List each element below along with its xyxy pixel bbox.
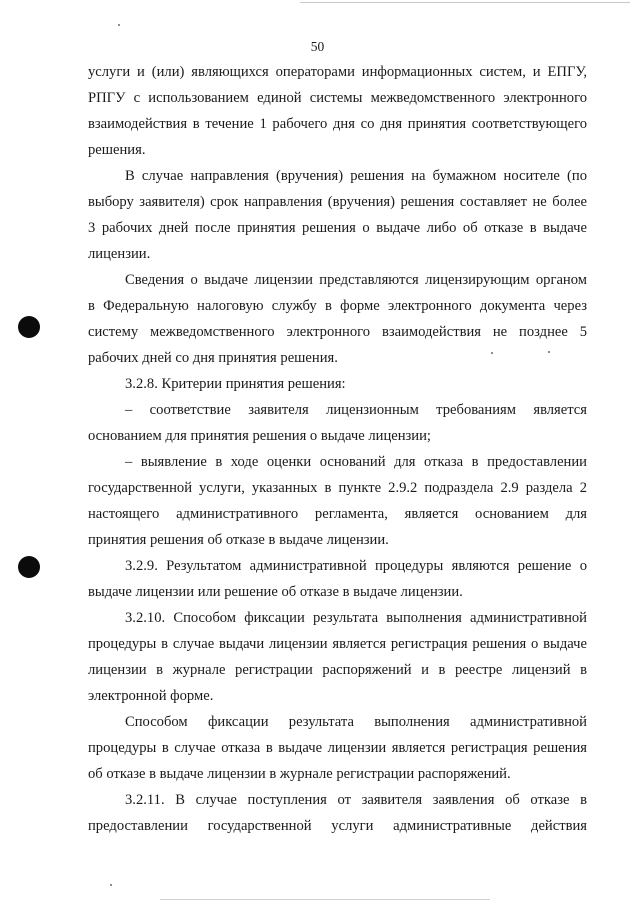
text-line: основанием для принятия решения о выдаче лицензии; <box>88 428 431 444</box>
body-text <box>88 59 587 839</box>
text-line: 3.2.8. Критерии принятия решения: <box>125 376 346 392</box>
text-line: рабочих дней со дня принятия решения. <box>88 350 338 366</box>
text-line: государственной услуги, указанных в пункте 2.9.2 подраздела 2.9 раздела 2 <box>88 480 587 496</box>
text-line: об отказе в выдаче лицензии в журнале регистрации распоряжений. <box>88 766 511 782</box>
text-line: настоящего административного регламента, является основанием для <box>88 506 587 522</box>
text-line: Сведения о выдаче лицензии представляются лицензирующим органом <box>125 272 587 288</box>
text-line: решения. <box>88 142 146 158</box>
text-line: лицензии. <box>88 246 151 262</box>
text-line: процедуры в случае выдачи лицензии является регистрация решения о выдаче <box>88 636 587 652</box>
text-line: 3.2.9. Результатом административной процедуры являются решение о <box>125 558 587 574</box>
text-line: предоставлении государственной услуги административные действия <box>88 818 587 834</box>
text-line: электронной форме. <box>88 688 214 704</box>
text-line: взаимодействия в течение 1 рабочего дня со дня принятия соответствующего <box>88 116 587 132</box>
text-line: 3.2.10. Способом фиксации результата выполнения административной <box>125 610 587 626</box>
page-number: 50 <box>310 39 325 54</box>
scan-edge-top <box>300 2 630 3</box>
text-line: Способом фиксации результата выполнения административной <box>125 714 587 730</box>
text-line: РПГУ с использованием единой системы межведомственного электронного <box>88 90 587 106</box>
text-line: выбору заявителя) срок направления (вручения) решения составляет не более <box>88 194 587 210</box>
text-line: 3 рабочих дней после принятия решения о выдаче либо об отказе в выдаче <box>88 220 587 236</box>
text-line: принятия решения об отказе в выдаче лицензии. <box>88 532 389 548</box>
text-line: процедуры в случае отказа в выдаче лицензии является регистрация решения <box>88 740 587 756</box>
text-line: систему межведомственного электронного взаимодействия не позднее 5 <box>88 324 587 340</box>
text-line: в Федеральную налоговую службу в форме электронного документа через <box>88 298 587 314</box>
text-line: В случае направления (вручения) решения на бумажном носителе (по <box>125 168 587 184</box>
scan-speck <box>118 24 120 26</box>
text-line: услуги и (или) являющихся операторами информационных систем, и ЕПГУ, <box>88 64 587 80</box>
text-line: лицензии в журнале регистрации распоряжений и в реестре лицензий в <box>88 662 587 678</box>
text-line: – соответствие заявителя лицензионным требованиям является <box>125 402 587 418</box>
scan-edge-bottom <box>160 899 490 900</box>
punch-hole-top <box>18 316 40 338</box>
punch-hole-bottom <box>18 556 40 578</box>
text-line: выдаче лицензии или решение об отказе в выдаче лицензии. <box>88 584 463 600</box>
scan-speck <box>110 884 112 886</box>
text-line: – выявление в ходе оценки оснований для отказа в предоставлении <box>125 454 587 470</box>
text-line: 3.2.11. В случае поступления от заявителя заявления об отказе в <box>125 792 587 808</box>
